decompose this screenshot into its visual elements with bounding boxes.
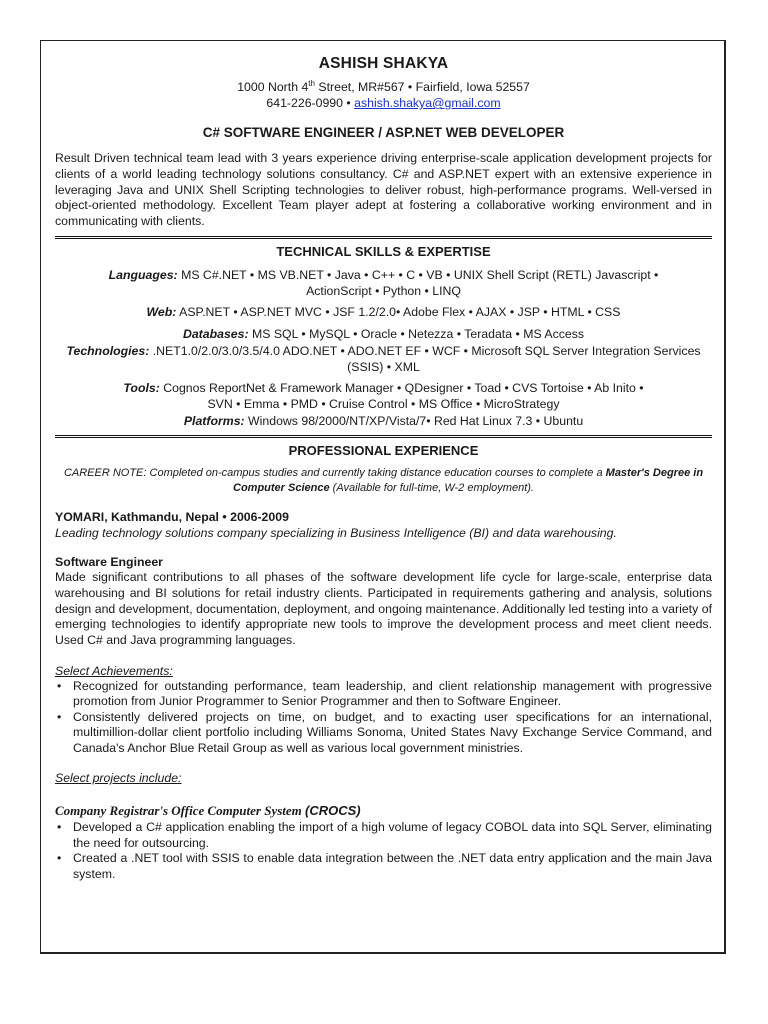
skill-value: MS SQL • MySQL • Oracle • Netezza • Teradata • MS Access [248, 327, 585, 342]
skill-technologies [55, 343, 712, 376]
skill-value: Cognos ReportNet & Framework Manager • QDesigner • Toad • CVS Tortoise • Ab Inito • SVN • Emma • PMD • Cruise Control • MS Office • MicroStrategy [159, 380, 644, 412]
career-note-availability: (Available for full-time, W-2 employment). [329, 482, 534, 495]
skill-value: Windows 98/2000/NT/XP/Vista/7• Red Hat Linux 7.3 • Ubuntu [244, 413, 584, 428]
skill-value: .NET1.0/2.0/3.0/3.5/4.0 ADO.NET • ADO.NET EF • WCF • Microsoft SQL Server Integration Services (SSIS) • XML [149, 343, 701, 375]
role-title: Software Engineer [55, 555, 163, 570]
skill-label: Platforms: [183, 413, 245, 428]
list-item: • Recognized for outstanding performance, team leadership, and client relationship management with progressive promotion from Junior Programmer to Senior Programmer and then to Software Engineer. [73, 679, 712, 710]
resume-content [55, 55, 712, 882]
job-title: C# SOFTWARE ENGINEER / ASP.NET WEB DEVELOPER [202, 125, 565, 141]
achievements-list [55, 679, 712, 757]
project-acronym: (CROCS) [305, 803, 361, 819]
career-note-degree: Master's Degree in Computer Science [233, 467, 704, 495]
list-item: • Created a .NET tool with SSIS to enable data integration between the .NET data entry application and the main Java system. [73, 851, 712, 882]
skills-heading: TECHNICAL SKILLS & EXPERTISE [276, 243, 491, 259]
skill-databases [55, 326, 712, 343]
project-list [55, 820, 712, 882]
project-name: Company Registrar's Office Computer System [55, 803, 306, 819]
address-superscript: th [308, 79, 315, 88]
contact-line [55, 95, 712, 111]
skill-languages [55, 267, 712, 300]
section-divider [55, 236, 712, 239]
project-title [55, 802, 712, 820]
career-note-text: CAREER NOTE: Completed on-campus studies and currently taking distance education courses to complete a [63, 467, 606, 480]
skill-value: MS C#.NET • MS VB.NET • Java • C++ • C • VB • UNIX Shell Script (RETL) Javascript • ActionScript • Python • LINQ [177, 267, 659, 299]
role-description: Made significant contributions to all phases of the software development life cycle for large-scale, enterprise data warehousing and BI solutions for retail industry clients. Participated in requirements gathering and analysis, solutions design and development, documentation, deployment, and ongoing maintenance. Additionally led testing into a variety of emerging technologies to identify appropriate new tools to improve the development process and meet client needs. Used C# and Java programming languages. [55, 570, 712, 647]
skill-label: Databases: [182, 327, 249, 342]
skill-label: Tools: [123, 380, 160, 395]
achievements-label: Select Achievements: [55, 663, 173, 678]
skill-label: Technologies: [66, 343, 150, 358]
skill-web [55, 304, 712, 321]
list-item: • Consistently delivered projects on time, on budget, and to exacting user specifications for an international, multimillion-dollar client portfolio including Williams Sonoma, United States Navy Exchange Service Command, and Canada's Anchor Blue Retail Group as well as various local government ministries. [73, 710, 712, 757]
address-line [55, 76, 712, 95]
projects-label: Select projects include: [55, 771, 182, 786]
phone-number: 641-226-0990 • [266, 96, 355, 111]
address-city: Street, MR#567 • Fairfield, Iowa 52557 [314, 80, 530, 95]
list-item: • Developed a C# application enabling the import of a high volume of legacy COBOL data into SQL Server, eliminating the need for outsourcing. [73, 820, 712, 851]
skill-label: Languages: [108, 267, 178, 282]
section-divider [55, 435, 712, 438]
candidate-name: ASHISH SHAKYA [318, 55, 449, 72]
address-street: 1000 North 4 [237, 80, 309, 95]
resume-page [40, 40, 726, 954]
summary-paragraph: Result Driven technical team lead with 3 years experience driving enterprise-scale application development projects for clients of a world leading technology solutions consultancy. C# and ASP.NET expert with an extensive experience in leveraging Java and UNIX Shell Scripting technologies to deliver robust, high-performance programs. Well-versed in object-oriented methodology. Excellent Team player adept at fostering a collaborative working environment and in communicating with clients. [55, 151, 712, 228]
email-link[interactable]: ashish.shakya@gmail.com [354, 96, 501, 111]
employer-heading: YOMARI, Kathmandu, Nepal • 2006-2009 [55, 510, 289, 525]
experience-heading: PROFESSIONAL EXPERIENCE [288, 443, 479, 459]
skill-platforms [55, 413, 712, 430]
career-note [55, 466, 712, 496]
employer-description: Leading technology solutions company specializing in Business Intelligence (BI) and data warehousing. [55, 526, 617, 541]
skill-value: ASP.NET • ASP.NET MVC • JSF 1.2/2.0• Adobe Flex • AJAX • JSP • HTML • CSS [176, 304, 621, 319]
skill-tools [55, 380, 712, 413]
skill-label: Web: [146, 304, 177, 319]
